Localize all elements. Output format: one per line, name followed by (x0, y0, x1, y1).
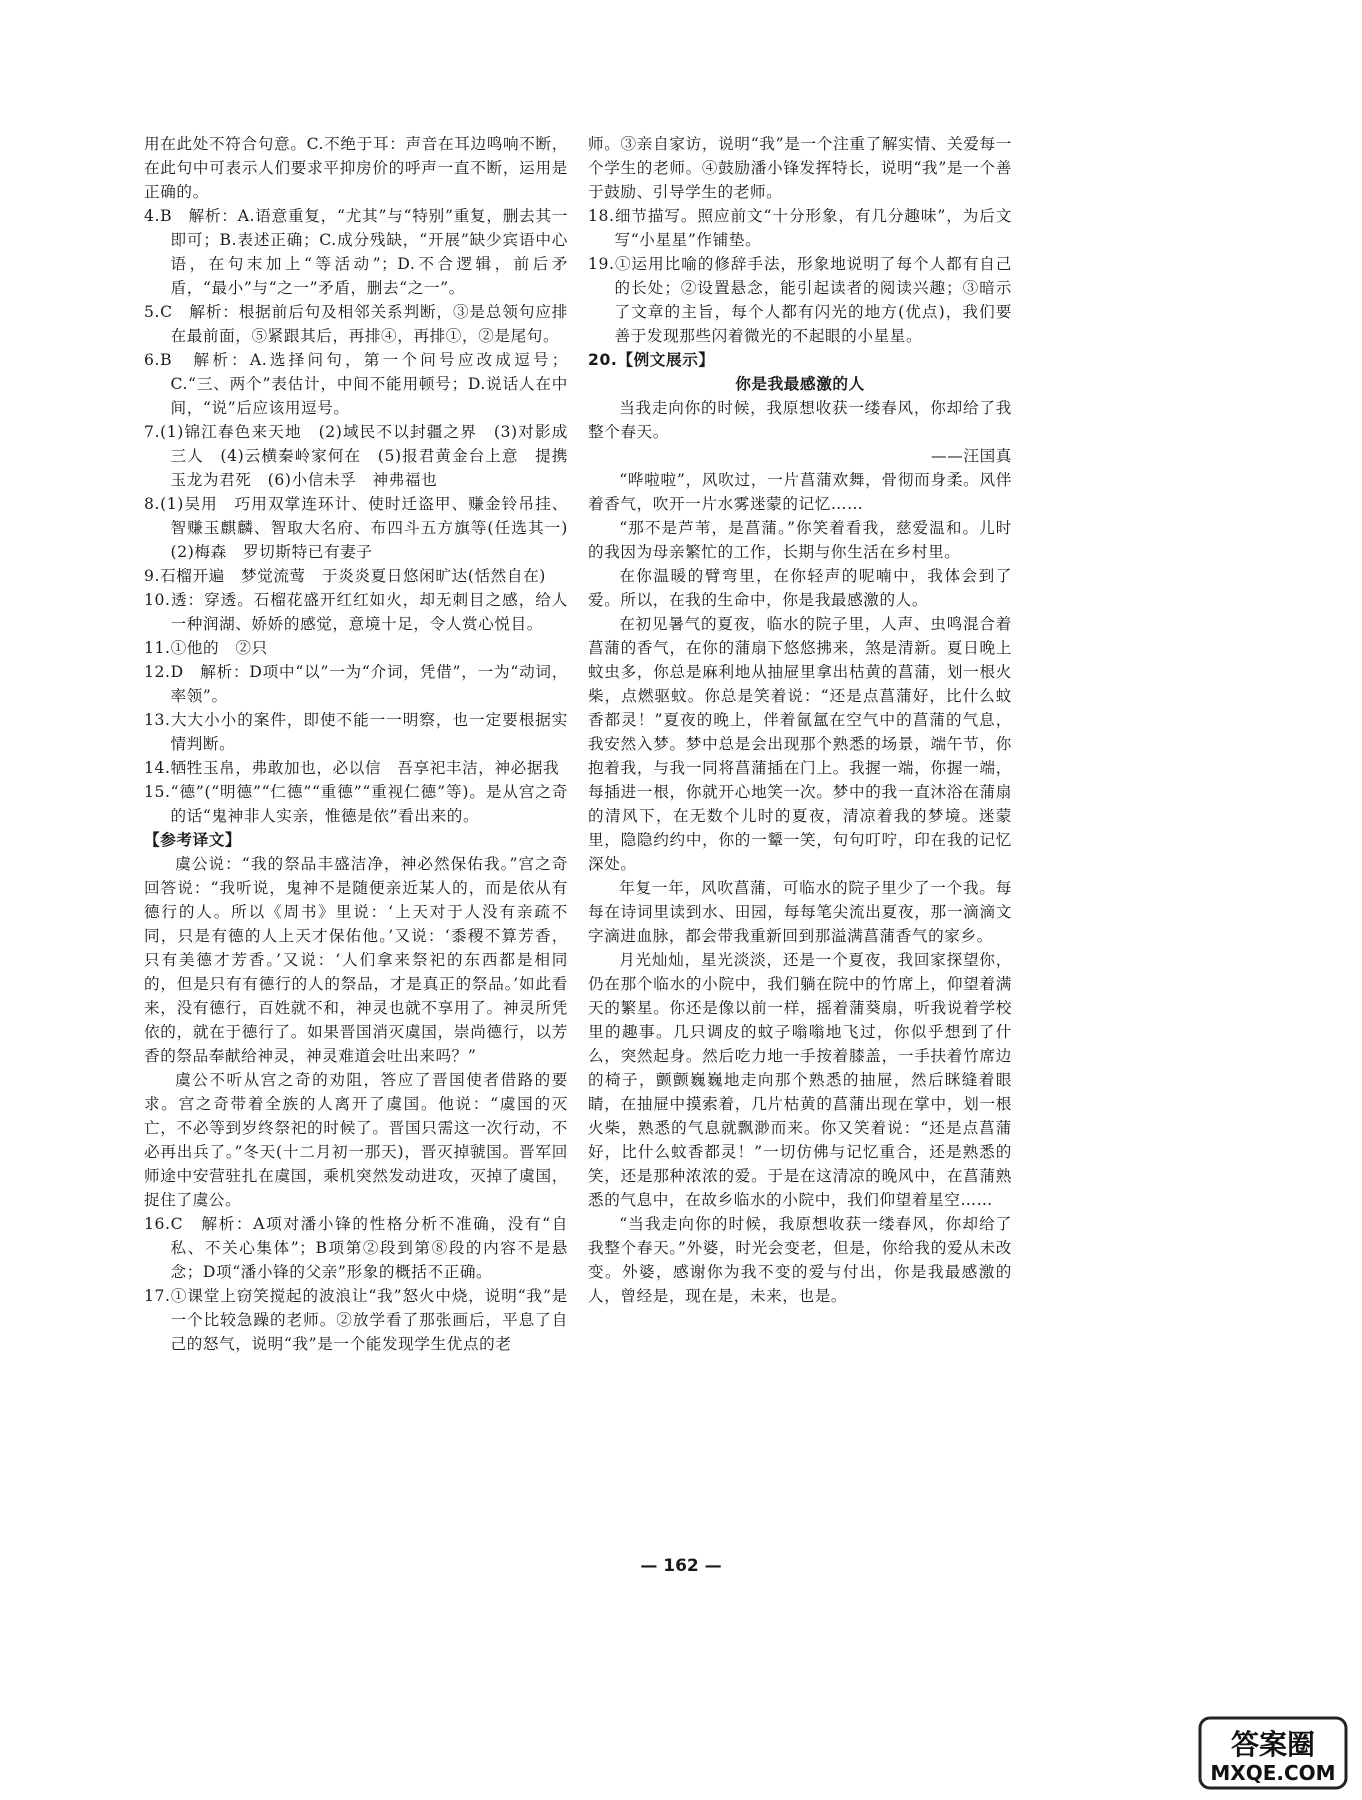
watermark-logo-text: 答案圈 (1230, 1728, 1316, 1761)
left-paragraph: 11.①他的 ②只 (144, 639, 268, 657)
left-paragraph: 15.“德”(“明德”“仁德”“重德”“重视仁德”等)。是从宫之奇的话“鬼神非人实亲，惟德是依”看出来的。 (144, 783, 568, 825)
right-column (588, 132, 1012, 1308)
right-paragraph: 在你温暖的臂弯里，在你轻声的呢喃中，我体会到了爱。所以，在我的生命中，你是我最感激的人。 (588, 567, 1012, 609)
left-paragraph: 虞公说：“我的祭品丰盛洁净，神必然保佑我。”宫之奇回答说：“我听说，鬼神不是随便亲近某人的，而是依从有德行的人。所以《周书》里说：‘上天对于人没有亲疏不同，只是有德的人上天才保佑他。’又说：‘黍稷不算芳香，只有美德才芳香。’又说：‘人们拿来祭祀的东西都是相同的，但是只有有德行的人的祭品，才是真正的祭品。’如此看来，没有德行，百姓就不和，神灵也就不享用了。神灵所凭依的，就在于德行了。如果晋国消灭虞国，崇尚德行，以芳香的祭品奉献给神灵，神灵难道会吐出来吗？” (144, 855, 568, 1065)
left-paragraph: 17.①课堂上窃笑搅起的波浪让“我”怒火中烧，说明“我”是一个比较急躁的老师。②放学看了那张画后，平息了自己的怒气，说明“我”是一个能发现学生优点的老 (144, 1287, 568, 1353)
right-paragraph: ——汪国真 (931, 447, 1012, 465)
left-paragraph: 用在此处不符合句意。C.不绝于耳：声音在耳边鸣响不断，在此句中可表示人们要求平抑房价的呼声一直不断，运用是正确的。 (144, 135, 568, 201)
right-paragraph: 当我走向你的时候，我原想收获一缕春风，你却给了我整个春天。 (588, 399, 1012, 441)
left-paragraph: 5.C 解析：根据前后句及相邻关系判断，③是总领句应排在最前面，⑤紧跟其后，再排④，再排①，②是尾句。 (144, 303, 568, 345)
left-paragraph: 12.D 解析：D项中“以”一为“介词，凭借”，一为“动词，率领”。 (144, 663, 568, 705)
right-paragraph: “那不是芦苇，是菖蒲。”你笑着看我，慈爱温和。儿时的我因为母亲繁忙的工作，长期与你生活在乡村里。 (588, 519, 1012, 561)
left-paragraph: 6.B 解析：A.选择问句，第一个问号应改成逗号；C.“三、两个”表估计，中间不能用顿号；D.说话人在中间，“说”后应该用逗号。 (144, 351, 568, 417)
watermark-logo (1198, 1716, 1348, 1790)
right-paragraph: “当我走向你的时候，我原想收获一缕春风，你却给了我整个春天。”外婆，时光会变老，但是，你给我的爱从未改变。外婆，感谢你为我不变的爱与付出，你是我最感激的人，曾经是，现在是，未来，也是。 (588, 1215, 1012, 1305)
right-paragraph: 年复一年，风吹菖蒲，可临水的院子里少了一个我。每每在诗词里读到水、田园，每每笔尖流出夏夜，那一滴滴文字滴进血脉，都会带我重新回到那溢满菖蒲香气的家乡。 (588, 879, 1012, 945)
right-paragraph: 你是我最感激的人 (735, 375, 865, 393)
left-paragraph: 4.B 解析：A.语意重复，“尤其”与“特别”重复，删去其一即可；B.表述正确；C.成分残缺，“开展”缺少宾语中心语，在句末加上“等活动”；D.不合逻辑，前后矛盾，“最小”与“之一”矛盾，删去“之一”。 (144, 207, 568, 297)
left-column (144, 132, 585, 1356)
right-paragraph: 月光灿灿，星光淡淡，还是一个夏夜，我回家探望你，仍在那个临水的小院中，我们躺在院中的竹席上，仰望着满天的繁星。你还是像以前一样，摇着蒲葵扇，听我说着学校里的趣事。几只调皮的蚊子嗡嗡地飞过，你似乎想到了什么，突然起身。然后吃力地一手按着膝盖，一手扶着竹席边的椅子，颤颤巍巍地走向那个熟悉的抽屉，然后眯缝着眼睛，在抽屉中摸索着，几片枯黄的菖蒲出现在掌中，划一根火柴，熟悉的气息就飘渺而来。你又笑着说：“还是点菖蒲好，比什么蚊香都灵！”一切仿佛与记忆重合，还是熟悉的笑，还是那种浓浓的爱。于是在这清凉的晚风中，在菖蒲熟悉的气息中，在故乡临水的小院中，我们仰望着星空…… (588, 951, 1012, 1209)
right-paragraph: 在初见暑气的夏夜，临水的院子里，人声、虫鸣混合着菖蒲的香气，在你的蒲扇下悠悠拂来，煞是清新。夏日晚上蚊虫多，你总是麻利地从抽屉里拿出枯黄的菖蒲，划一根火柴，点燃驱蚊。你总是笑着说：“还是点菖蒲好，比什么蚊香都灵！”夏夜的晚上，伴着氤氲在空气中的菖蒲的气息，我安然入梦。梦中总是会出现那个熟悉的场景，端午节，你抱着我，与我一同将菖蒲插在门上。我握一端，你握一端，每插进一根，你就开心地笑一次。梦中的我一直沐浴在蒲扇的清风下，在无数个儿时的夏夜，清凉着我的梦境。迷蒙里，隐隐约约中，你的一颦一笑，句句叮咛，印在我的记忆深处。 (588, 615, 1012, 873)
page-number: — 162 — (640, 1556, 722, 1576)
right-paragraph: 20.【例文展示】 (588, 351, 715, 369)
left-paragraph: 8.(1)吴用 巧用双掌连环计、使时迁盗甲、赚金铃吊挂、智赚玉麒麟、智取大名府、布四斗五方旗等(任选其一) (2)梅森 罗切斯特已有妻子 (144, 495, 585, 561)
left-paragraph: 16.C 解析：A项对潘小锋的性格分析不准确，没有“自私、不关心集体”；B项第②段到第⑧段的内容不是悬念；D项“潘小锋的父亲”形象的概括不正确。 (144, 1215, 568, 1281)
left-paragraph: 14.牺牲玉帛，弗敢加也，必以信 吾享祀丰洁，神必据我 (144, 759, 560, 777)
left-paragraph: 虞公不听从宫之奇的劝阻，答应了晋国使者借路的要求。宫之奇带着全族的人离开了虞国。他说：“虞国的灭亡，不必等到岁终祭祀的时候了。晋国只需这一次行动，不必再出兵了。”冬天(十二月初一那天)，晋灭掉虢国。晋军回师途中安营驻扎在虞国，乘机突然发动进攻，灭掉了虞国，捉住了虞公。 (144, 1071, 568, 1209)
watermark-url: MXQE.COM (1210, 1761, 1336, 1785)
right-paragraph: 师。③亲自家访，说明“我”是一个注重了解实情、关爱每一个学生的老师。④鼓励潘小锋发挥特长，说明“我”是一个善于鼓励、引导学生的老师。 (588, 135, 1012, 201)
left-paragraph: 7.(1)锦江春色来天地 (2)域民不以封疆之界 (3)对影成三人 (4)云横秦岭家何在 (5)报君黄金台上意 提携玉龙为君死 (6)小信未孚 神弗福也 (144, 423, 568, 489)
left-paragraph: 13.大大小小的案件，即使不能一一明察，也一定要根据实情判断。 (144, 711, 568, 753)
left-paragraph: 10.透：穿透。石榴花盛开红红如火，却无刺目之感，给人一种润湖、娇娇的感觉，意境十足，令人赏心悦目。 (144, 591, 568, 633)
left-paragraph: 9.石榴开遍 梦觉流莺 于炎炎夏日悠闲旷达(恬然自在) (144, 567, 546, 585)
right-paragraph: 19.①运用比喻的修辞手法，形象地说明了每个人都有自己的长处；②设置悬念，能引起读者的阅读兴趣；③暗示了文章的主旨，每个人都有闪光的地方(优点)，我们要善于发现那些闪着微光的不起眼的小星星。 (588, 255, 1012, 345)
right-paragraph: 18.细节描写。照应前文“十分形象，有几分趣味”，为后文写“小星星”作铺垫。 (588, 207, 1012, 249)
left-paragraph: 【参考译文】 (144, 831, 242, 849)
right-paragraph: “哗啦啦”，风吹过，一片菖蒲欢舞，骨彻而身柔。风伴着香气，吹开一片水雾迷蒙的记忆…… (588, 471, 1012, 513)
